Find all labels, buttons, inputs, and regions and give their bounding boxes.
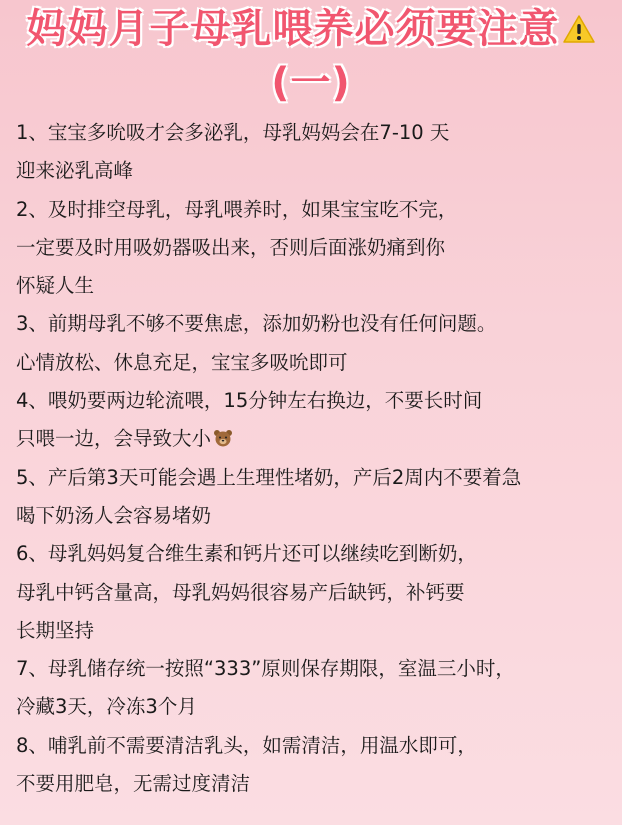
tip-line: 5、产后第3天可能会遇上生理性堵奶，产后2周内不要着急 <box>16 465 522 489</box>
tip-line: 一定要及时用吸奶器吸出来，否则后面涨奶痛到你 <box>16 235 446 259</box>
tip-line: 喝下奶汤人会容易堵奶 <box>16 503 212 527</box>
tip-line <box>16 420 616 458</box>
tip-item-6 <box>16 535 616 650</box>
tip-line: 6、母乳妈妈复合维生素和钙片还可以继续吃到断奶， <box>16 542 477 566</box>
tip-line: 心情放松、休息充足，宝宝多吸吮即可 <box>16 350 348 374</box>
tip-line-text: 只喂一边，会导致大小 <box>16 427 212 451</box>
tip-line: 长期坚持 <box>16 618 95 642</box>
tip-line: 怀疑人生 <box>16 274 95 298</box>
tip-line: 3、前期母乳不够不要焦虑，添加奶粉也没有任何问题。 <box>16 312 497 336</box>
tip-item-8 <box>16 727 616 804</box>
tip-line: 8、哺乳前不需要清洁乳头，如需清洁，用温水即可， <box>16 733 477 757</box>
tip-item-4 <box>16 382 616 459</box>
page-title <box>0 0 622 108</box>
tip-line: 冷藏3天，冷冻3个月 <box>16 695 197 719</box>
tip-item-1 <box>16 114 616 191</box>
title-line-1: 妈妈月子母乳喂养必须要注意 <box>26 6 560 52</box>
tip-item-7 <box>16 650 616 727</box>
title-line-2: (一) <box>271 60 351 106</box>
tip-item-3 <box>16 305 616 382</box>
tip-item-5 <box>16 459 616 536</box>
warning-icon <box>562 6 596 36</box>
bear-face-icon <box>213 422 233 440</box>
tip-line: 母乳中钙含量高，母乳妈妈很容易产后缺钙，补钙要 <box>16 580 465 604</box>
tip-line: 2、及时排空母乳，母乳喂养时，如果宝宝吃不完， <box>16 197 458 221</box>
tip-line: 1、宝宝多吮吸才会多泌乳，母乳妈妈会在7-10 天 <box>16 121 450 144</box>
tip-line: 7、母乳储存统一按照“333”原则保存期限，室温三小时， <box>16 657 515 681</box>
tip-line: 不要用肥皂，无需过度清洁 <box>16 772 251 796</box>
tips-list <box>16 114 616 803</box>
tip-line: 4、喂奶要两边轮流喂，15分钟左右换边，不要长时间 <box>16 389 483 413</box>
tip-item-2 <box>16 191 616 306</box>
tip-line: 迎来泌乳高峰 <box>16 159 134 183</box>
